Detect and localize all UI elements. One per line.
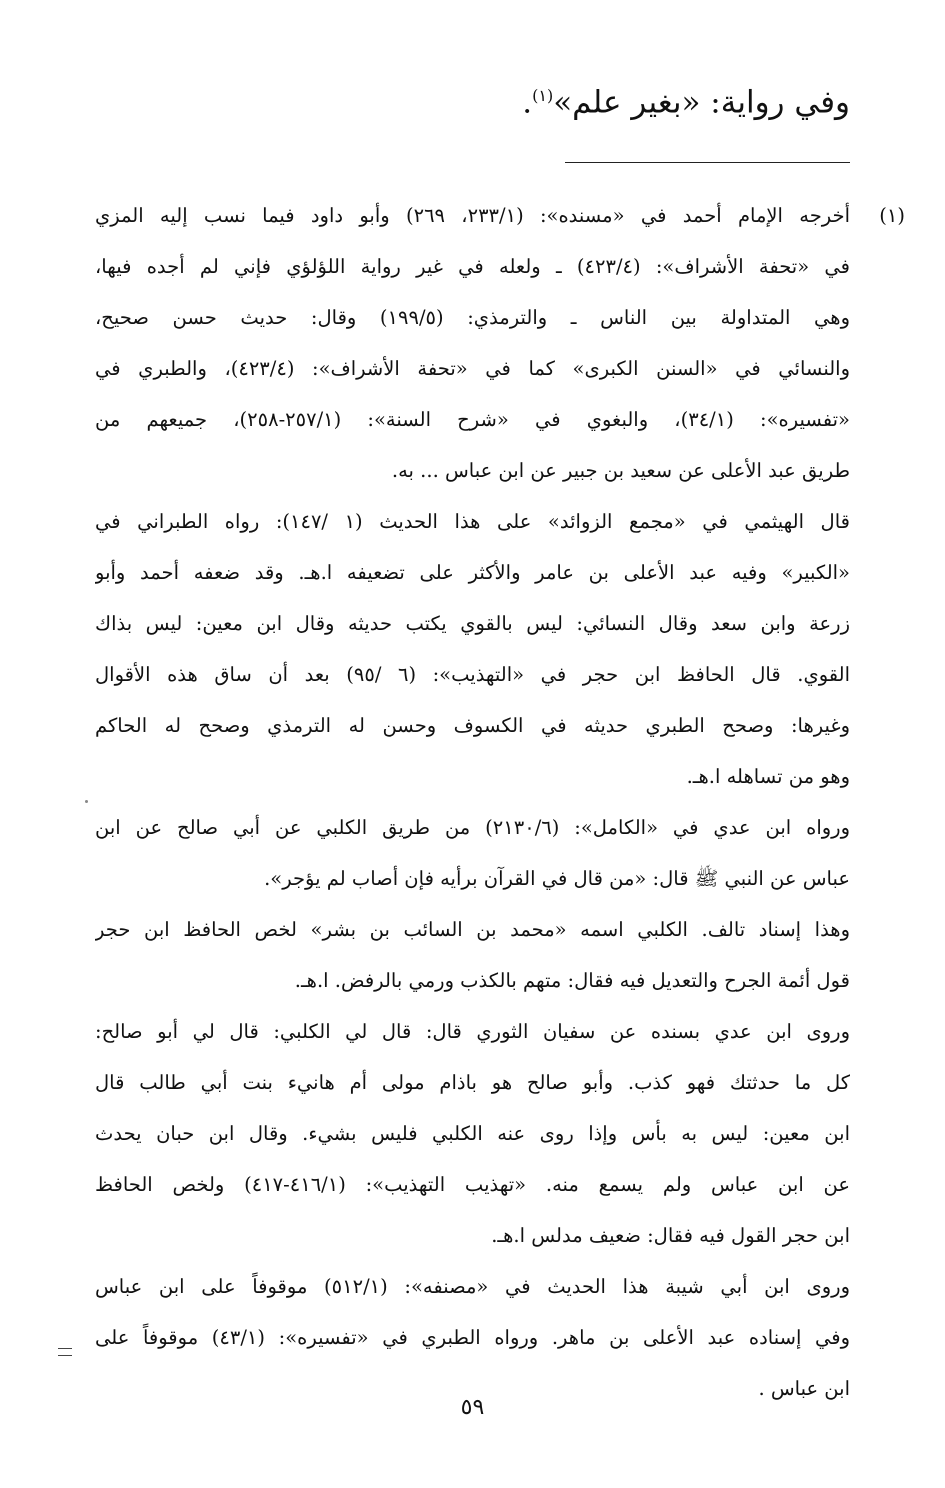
footnote-line: ابن عباس . (758, 1377, 850, 1400)
footnote-line: والنسائي في «السنن الكبرى» كما في «تحفة الأشراف»: (٤٢٣/٤)، والطبري في (95, 357, 850, 380)
footnote-line: ابن معين: ليس به بأس وإذا روى عنه الكلبي فليس بشيء. وقال ابن حبان يحدث (95, 1122, 850, 1145)
footnote-line: عن ابن عباس ولم يسمع منه. «تهذيب التهذيب»: (٤١٦/١-٤١٧) ولخص الحافظ (95, 1173, 850, 1196)
footnote-line: ابن حجر القول فيه فقال: ضعيف مدلس ا.هـ. (491, 1224, 850, 1247)
footnote-block (95, 190, 905, 1414)
footnote-line: القوي. قال الحافظ ابن حجر في «التهذيب»: (٦ /٩٥) بعد أن ساق هذه الأقوال (95, 663, 850, 686)
main-text: وفي رواية: «بغير علم» (553, 84, 850, 121)
margin-speck (85, 800, 88, 803)
main-text-line (522, 72, 850, 126)
footnote-line: زرعة وابن سعد وقال النسائي: ليس بالقوي يكتب حديثه وقال ابن معين: ليس بذاك (95, 612, 850, 635)
footnote-line: وفي إسناده عبد الأعلى بن ماهر. ورواه الطبري في «تفسيره»: (٤٣/١) موقوفاً على (95, 1326, 850, 1349)
footnote-line: «تفسيره»: (٣٤/١)، والبغوي في «شرح السنة»: (٢٥٧/١-٢٥٨)، جميعهم من (95, 408, 850, 431)
footnote-separator (565, 162, 850, 163)
footnote-line: كل ما حدثتك فهو كذب. وأبو صالح هو باذام مولى أم هانيء بنت أبي طالب قال (95, 1071, 850, 1094)
footnote-line: وروى ابن عدي بسنده عن سفيان الثوري قال: قال لي الكلبي: قال لي أبو صالح: (95, 1020, 850, 1043)
footnote-line: عباس عن النبي ﷺ قال: «من قال في القرآن برأيه فإن أصاب لم يؤجر». (264, 867, 850, 890)
footnote-line: «الكبير» وفيه عبد الأعلى بن عامر والأكثر على تضعيفه ا.هـ. وقد ضعفه أحمد وأبو (95, 561, 850, 584)
footnote-reference: (١) (532, 86, 554, 105)
footnote-line: وهي المتداولة بين الناس ـ والترمذي: (١٩٩/٥) وقال: حديث حسن صحيح، (95, 306, 850, 329)
page-number: ٥٩ (460, 1395, 485, 1420)
footnote-line: قول أئمة الجرح والتعديل فيه فقال: متهم بالكذب ورمي بالرفض. ا.هـ. (294, 969, 850, 992)
footnote-line: ورواه ابن عدي في «الكامل»: (٢١٣٠/٦) من طريق الكلبي عن أبي صالح عن ابن (95, 816, 850, 839)
footnote-line: وروى ابن أبي شيبة هذا الحديث في «مصنفه»: (٥١٢/١) موقوفاً على ابن عباس (95, 1275, 850, 1298)
footnote-line: وهو من تساهله ا.هـ. (686, 765, 850, 788)
margin-mark (58, 1348, 72, 1356)
footnote-line: وغيرها: وصحح الطبري حديثه في الكسوف وحسن له الترمذي وصحح له الحاكم (95, 714, 850, 737)
footnote-line: طريق عبد الأعلى عن سعيد بن جبير عن ابن عباس ... به. (391, 459, 850, 482)
footnote-line: قال الهيثمي في «مجمع الزوائد» على هذا الحديث (١ /١٤٧): رواه الطبراني في (95, 510, 850, 533)
footnote-line: أخرجه الإمام أحمد في «مسنده»: (٢٣٣/١، ٢٦٩) وأبو داود فيما نسب إليه المزي (95, 204, 850, 227)
footnote-number: (١) (879, 204, 905, 227)
main-text-end: . (522, 84, 533, 121)
footnote-line: في «تحفة الأشراف»: (٤٢٣/٤) ـ ولعله في غير رواية اللؤلؤي فإني لم أجده فيها، (95, 255, 850, 278)
footnote-line: وهذا إسناد تالف. الكلبي اسمه «محمد بن السائب بن بشر» لخص الحافظ ابن حجر (95, 918, 850, 941)
